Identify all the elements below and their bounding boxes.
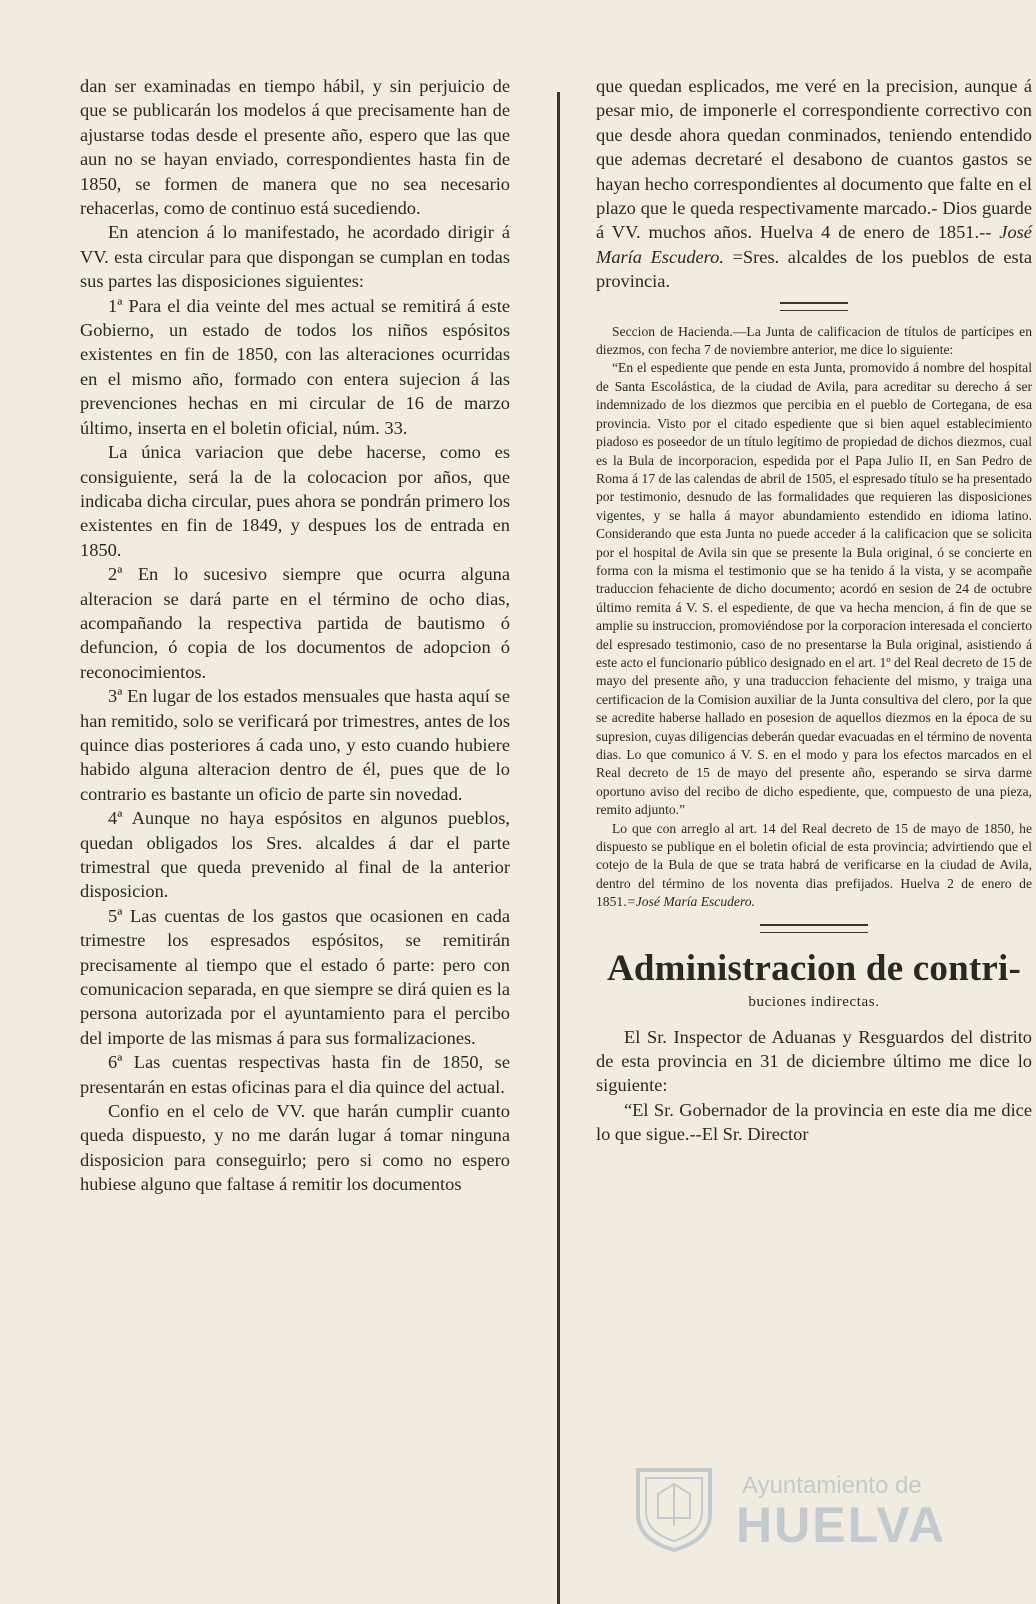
right-column xyxy=(596,74,1032,1147)
paragraph xyxy=(596,74,1032,294)
paragraph: dan ser examinadas en tiempo hábil, y sin perjuicio de que se publicarán los modelos á que precisamente han de ajustarse todas desde el presente año, espero que las que aun no se hayan enviado, correspondientes hasta fin de 1850, se formen de manera que no sea necesario rehacerlas, como de continuo está sucediendo. xyxy=(80,76,510,219)
watermark-line1: Ayuntamiento de xyxy=(742,1472,922,1499)
paragraph: El Sr. Inspector de Aduanas y Resguardos del distrito de esta provincia en 31 de diciembre último me dice lo siguiente: xyxy=(596,1026,1032,1096)
paragraph: La única variacion que debe hacerse, como es consiguiente, será la de la colocacion por años, que indicaba dicha circular, pues ahora se pondrán primero los existentes en fin de 1849, y despues los de entrada en 1850. xyxy=(80,442,510,560)
paragraph: 4ª Aunque no haya espósitos en algunos pueblos, quedan obligados los Sres. alcaldes á dar el parte trimestral que queda prevenido al final de la anterior disposicion. xyxy=(80,808,510,902)
left-column xyxy=(80,74,510,1197)
seccion-closing-text: Lo que con arreglo al art. 14 del Real decreto de 15 de mayo de 1850, he dispuesto se publique en el boletin oficial de esta provincia; advirtiendo que el cotejo de la Bula de que se trata habrá de verificarse en la ciudad de Avila, dentro del término de los noventa dias prefijados. Huelva 2 de enero de 1851. xyxy=(596,820,1032,910)
section-subheading: buciones indirectas. xyxy=(748,993,880,1010)
seccion-quote-paragraph: “En el espediente que pende en esta Junta, promovido á nombre del hospital de Santa Escolástica, de la ciudad de Avila, para acreditar su derecho á ser indemnizado de los diezmos que percibia en el pueblo de Cortegana, de esa provincia. Visto por el citado espediente que si bien aquel establecimiento piadoso es poseedor de un título legítimo de propiedad de dichos diezmos, cual es la Bula de incorporacion, espedida por el Papa Julio II, en San Pedro de Roma á 17 de las calendas de abril de 1505, el espresado título se ha presentado por testimonio, desnudo de las formalidades que requieren las disposiciones vigentes, y se halla á mayor abundamiento estendido en idioma latino. Considerando que esta Junta no puede acceder á la calificacion que se solicita por el hospital de Avila sin que se presente la Bula original, ó se concierte en forma con la misma el testimonio que se ha tenido á la vista, y se acompañe traduccion fehaciente de dicho documento; acordó en sesion de 24 de octubre último remita á V. S. el espediente, de que va hecha mencion, á fin de que se amplie su instruccion, promoviéndose por la corporacion interesada el concierto del espresado testimonio, caso de no presentarse la Bula original, asistiendo á este acto el funcionario público designado en el art. 1º del Real decreto de 15 de mayo del presente año, y una traduccion fehaciente del mismo, y traiga una certificacion de la Comision auxiliar de la Junta consultiva del clero, por la que se acredite haberse hallado en posesion de aquellos diezmos en la época de su supresion, cuyas diligencias deberán quedar evacuadas en el término de noventa dias. Lo que comunico á V. S. en el modo y para los efectos marcados en el Real decreto de 15 de mayo del presente año, esperando se sirva darme oportuno aviso del recibo de dicho espediente, que, compuesto de una pieza, remito adjunto.” xyxy=(596,360,1032,818)
seccion-closing-paragraph xyxy=(596,820,1032,912)
seccion-heading-paragraph: Seccion de Hacienda.—La Junta de calificacion de títulos de partícipes en diezmos, con fecha 7 de noviembre anterior, me dice lo siguiente: xyxy=(596,323,1032,358)
signature-tail: =Sres. alcaldes de los pueblos de esta provincia. xyxy=(596,246,1032,292)
paragraph: Confio en el celo de VV. que harán cumplir cuanto queda dispuesto, y no me darán lugar á tomar ninguna disposicion para conseguirlo; pero si como no espero hubiese alguno que faltase á remitir los documentos xyxy=(80,1101,510,1195)
seccion-signature: =José María Escudero. xyxy=(626,894,755,910)
paragraph: 1ª Para el dia veinte del mes actual se remitirá á este Gobierno, un estado de todos los niños espósitos existentes en fin de 1850, con las alteraciones ocurridas en el mismo año, formado con entera sujecion á las prevenciones hechas en mi circular de 16 de marzo último, inserta en el boletin oficial, núm. 33. xyxy=(80,295,510,438)
section-heading: Administracion de contri- xyxy=(606,947,1022,989)
paragraph: 3ª En lugar de los estados mensuales que hasta aquí se han remitido, solo se verificará por trimestres, antes de los quince dias posteriores á cada uno, y esto cuando hubiere habido alguna alteracion dentro de él, pues que de lo contrario es bastante un oficio de parte sin novedad. xyxy=(80,686,510,804)
paragraph: “El Sr. Gobernador de la provincia en este dia me dice lo que sigue.--El Sr. Director xyxy=(596,1099,1032,1145)
paragraph: 2ª En lo sucesivo siempre que ocurra alguna alteracion se dará parte en el término de ocho dias, acompañando la respectiva partida de bautismo ó defuncion, ó copia de los documentos de adopcion ó reconocimientos. xyxy=(80,564,510,682)
ornamental-divider xyxy=(760,924,868,933)
paragraph: 5ª Las cuentas de los gastos que ocasionen en cada trimestre los espresados espósitos, se remitirán precisamente al tiempo que el estado ó parte: pero con comunicacion separada, en que siempre se dirá quien es la persona autorizada por el ayuntamiento para el percibo del importe de las mismas á para sus formalizaciones. xyxy=(80,905,510,1048)
watermark-line2: HUELVA xyxy=(736,1497,947,1553)
paragraph: En atencion á lo manifestado, he acordado dirigir á VV. esta circular para que dispongan se cumplan en todas sus partes las disposiciones siguientes: xyxy=(80,222,510,292)
paragraph: 6ª Las cuentas respectivas hasta fin de 1850, se presentarán en estas oficinas para el dia quince del actual. xyxy=(80,1052,510,1097)
coat-of-arms-icon xyxy=(628,1464,720,1552)
continuation-text: que quedan esplicados, me veré en la precision, aunque á pesar mio, de imponerle el correspondiente correctivo con que desde ahora quedan conminados, teniendo entendido que ademas decretaré el desabono de cuantos gastos se hayan hecho correspondientes al documento que falte en el plazo que le queda respectivamente marcado.- Dios guarde á VV. muchos años. Huelva 4 de enero de 1851.-- xyxy=(596,76,1032,243)
archive-watermark xyxy=(628,1462,968,1554)
signature-name: José María Escudero. xyxy=(596,222,1032,267)
ornamental-divider xyxy=(780,302,848,311)
column-divider xyxy=(557,92,560,1604)
